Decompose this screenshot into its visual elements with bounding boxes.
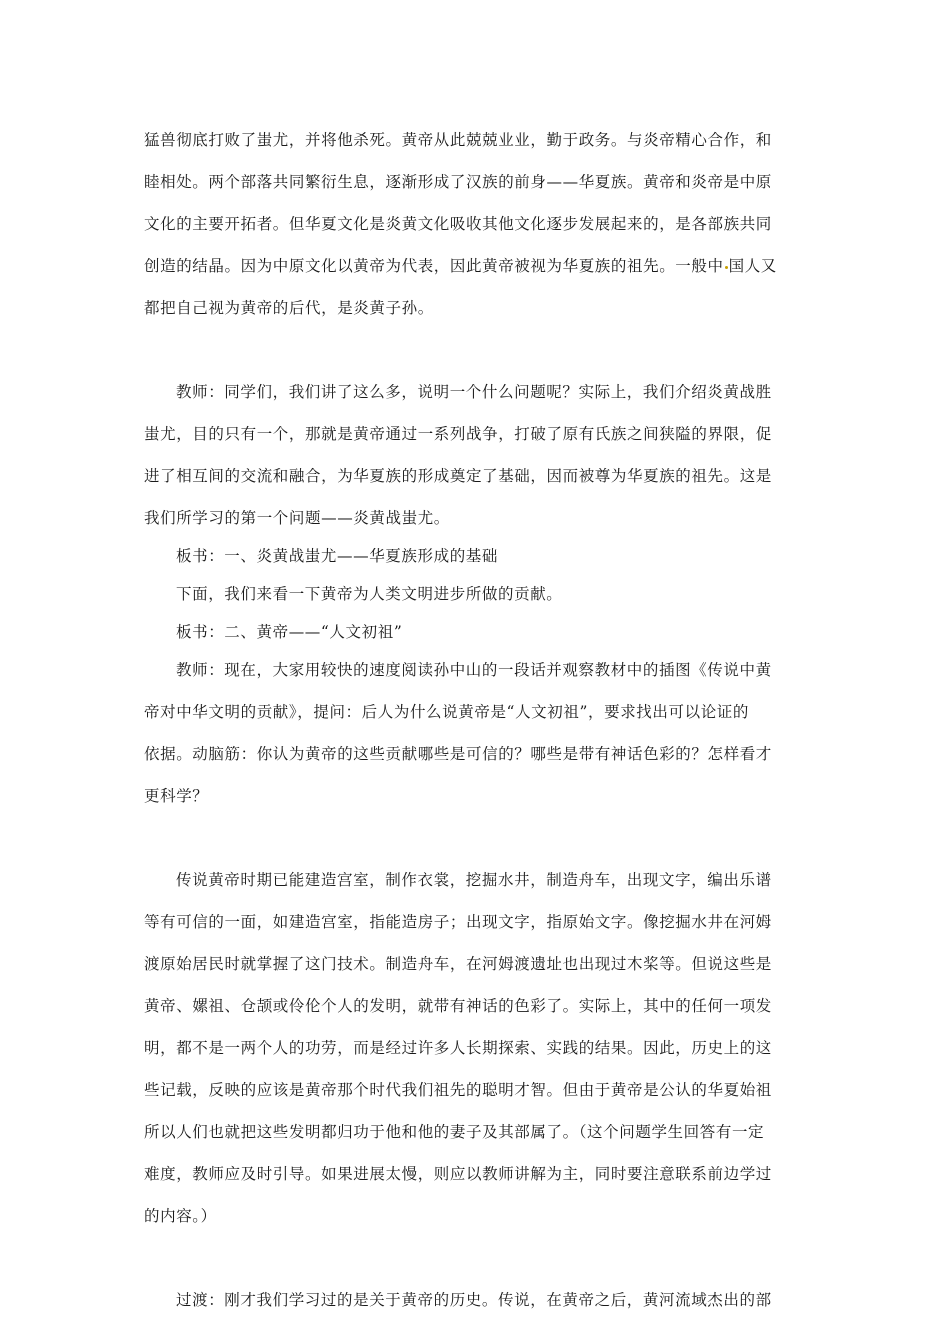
text-line: 难度，教师应及时引导。如果进展太慢，则应以教师讲解为主，同时要注意联系前边学过 [144, 1165, 772, 1183]
text-line: 的内容。） [144, 1207, 217, 1225]
text-line: 过渡：刚才我们学习过的是关于黄帝的历史。传说，在黄帝之后，黄河流域杰出的部 [176, 1291, 772, 1309]
text-line: 所以人们也就把这些发明都归功于他和他的妻子及其部属了。（这个问题学生回答有一定 [144, 1123, 765, 1141]
text-line: 依据。动脑筋：你认为黄帝的这些贡献哪些是可信的？哪些是带有神话色彩的？怎样看才 [144, 745, 772, 763]
text-line: 些记载，反映的应该是黄帝那个时代我们祖先的聪明才智。但由于黄帝是公认的华夏始祖 [144, 1081, 772, 1099]
text-line: 黄帝、嫘祖、仓颉或伶伦个人的发明，就带有神话的色彩了。实际上，其中的任何一项发 [144, 997, 772, 1015]
text-line: 教师：现在，大家用较快的速度阅读孙中山的一段话并观察教材中的插图《传说中黄 [176, 661, 772, 679]
text-line: 更科学？ [144, 787, 209, 805]
text-line: 我们所学习的第一个问题——炎黄战蚩尤。 [144, 509, 450, 527]
text-segment: 创造的结晶。因为中原文化以黄帝为代表，因此黄帝被视为华夏族的祖先。一般中 [144, 257, 724, 275]
text-line: 渡原始居民时就掌握了这门技术。制造舟车，在河姆渡遗址也出现过木桨等。但说这些是 [144, 955, 772, 973]
text-line: 蚩尤，目的只有一个，那就是黄帝通过一系列战争，打破了原有氏族之间狭隘的界限，促 [144, 425, 772, 443]
text-line-with-mark [144, 256, 777, 276]
text-line: 明，都不是一两个人的功劳，而是经过许多人长期探索、实践的结果。因此，历史上的这 [144, 1039, 772, 1057]
text-line: 猛兽彻底打败了蚩尤，并将他杀死。黄帝从此兢兢业业，勤于政务。与炎帝精心合作，和 [144, 131, 772, 149]
text-line: 板书：二、黄帝——“人文初祖” [176, 623, 403, 641]
mark-dot [725, 266, 728, 269]
text-line: 等有可信的一面，如建造宫室，指能造房子；出现文字，指原始文字。像挖掘水井在河姆 [144, 913, 772, 931]
text-line: 板书：一、炎黄战蚩尤——华夏族形成的基础 [176, 547, 499, 565]
text-line: 进了相互间的交流和融合，为华夏族的形成奠定了基础，因而被尊为华夏族的祖先。这是 [144, 467, 772, 485]
text-line: 下面，我们来看一下黄帝为人类文明进步所做的贡献。 [176, 585, 563, 603]
text-line: 帝对中华文明的贡献》，提问：后人为什么说黄帝是“人文初祖”，要求找出可以论证的 [144, 703, 750, 721]
text-line: 文化的主要开拓者。但华夏文化是炎黄文化吸收其他文化逐步发展起来的，是各部族共同 [144, 215, 772, 233]
text-line: 传说黄帝时期已能建造宫室，制作衣裳，挖掘水井，制造舟车，出现文字，编出乐谱 [176, 871, 772, 889]
text-line: 都把自己视为黄帝的后代，是炎黄子孙。 [144, 299, 434, 317]
text-segment: 国人又 [728, 257, 777, 275]
text-line: 睦相处。两个部落共同繁衍生息，逐渐形成了汉族的前身——华夏族。黄帝和炎帝是中原 [144, 173, 772, 191]
text-line: 教师：同学们，我们讲了这么多，说明一个什么问题呢？实际上，我们介绍炎黄战胜 [176, 383, 772, 401]
